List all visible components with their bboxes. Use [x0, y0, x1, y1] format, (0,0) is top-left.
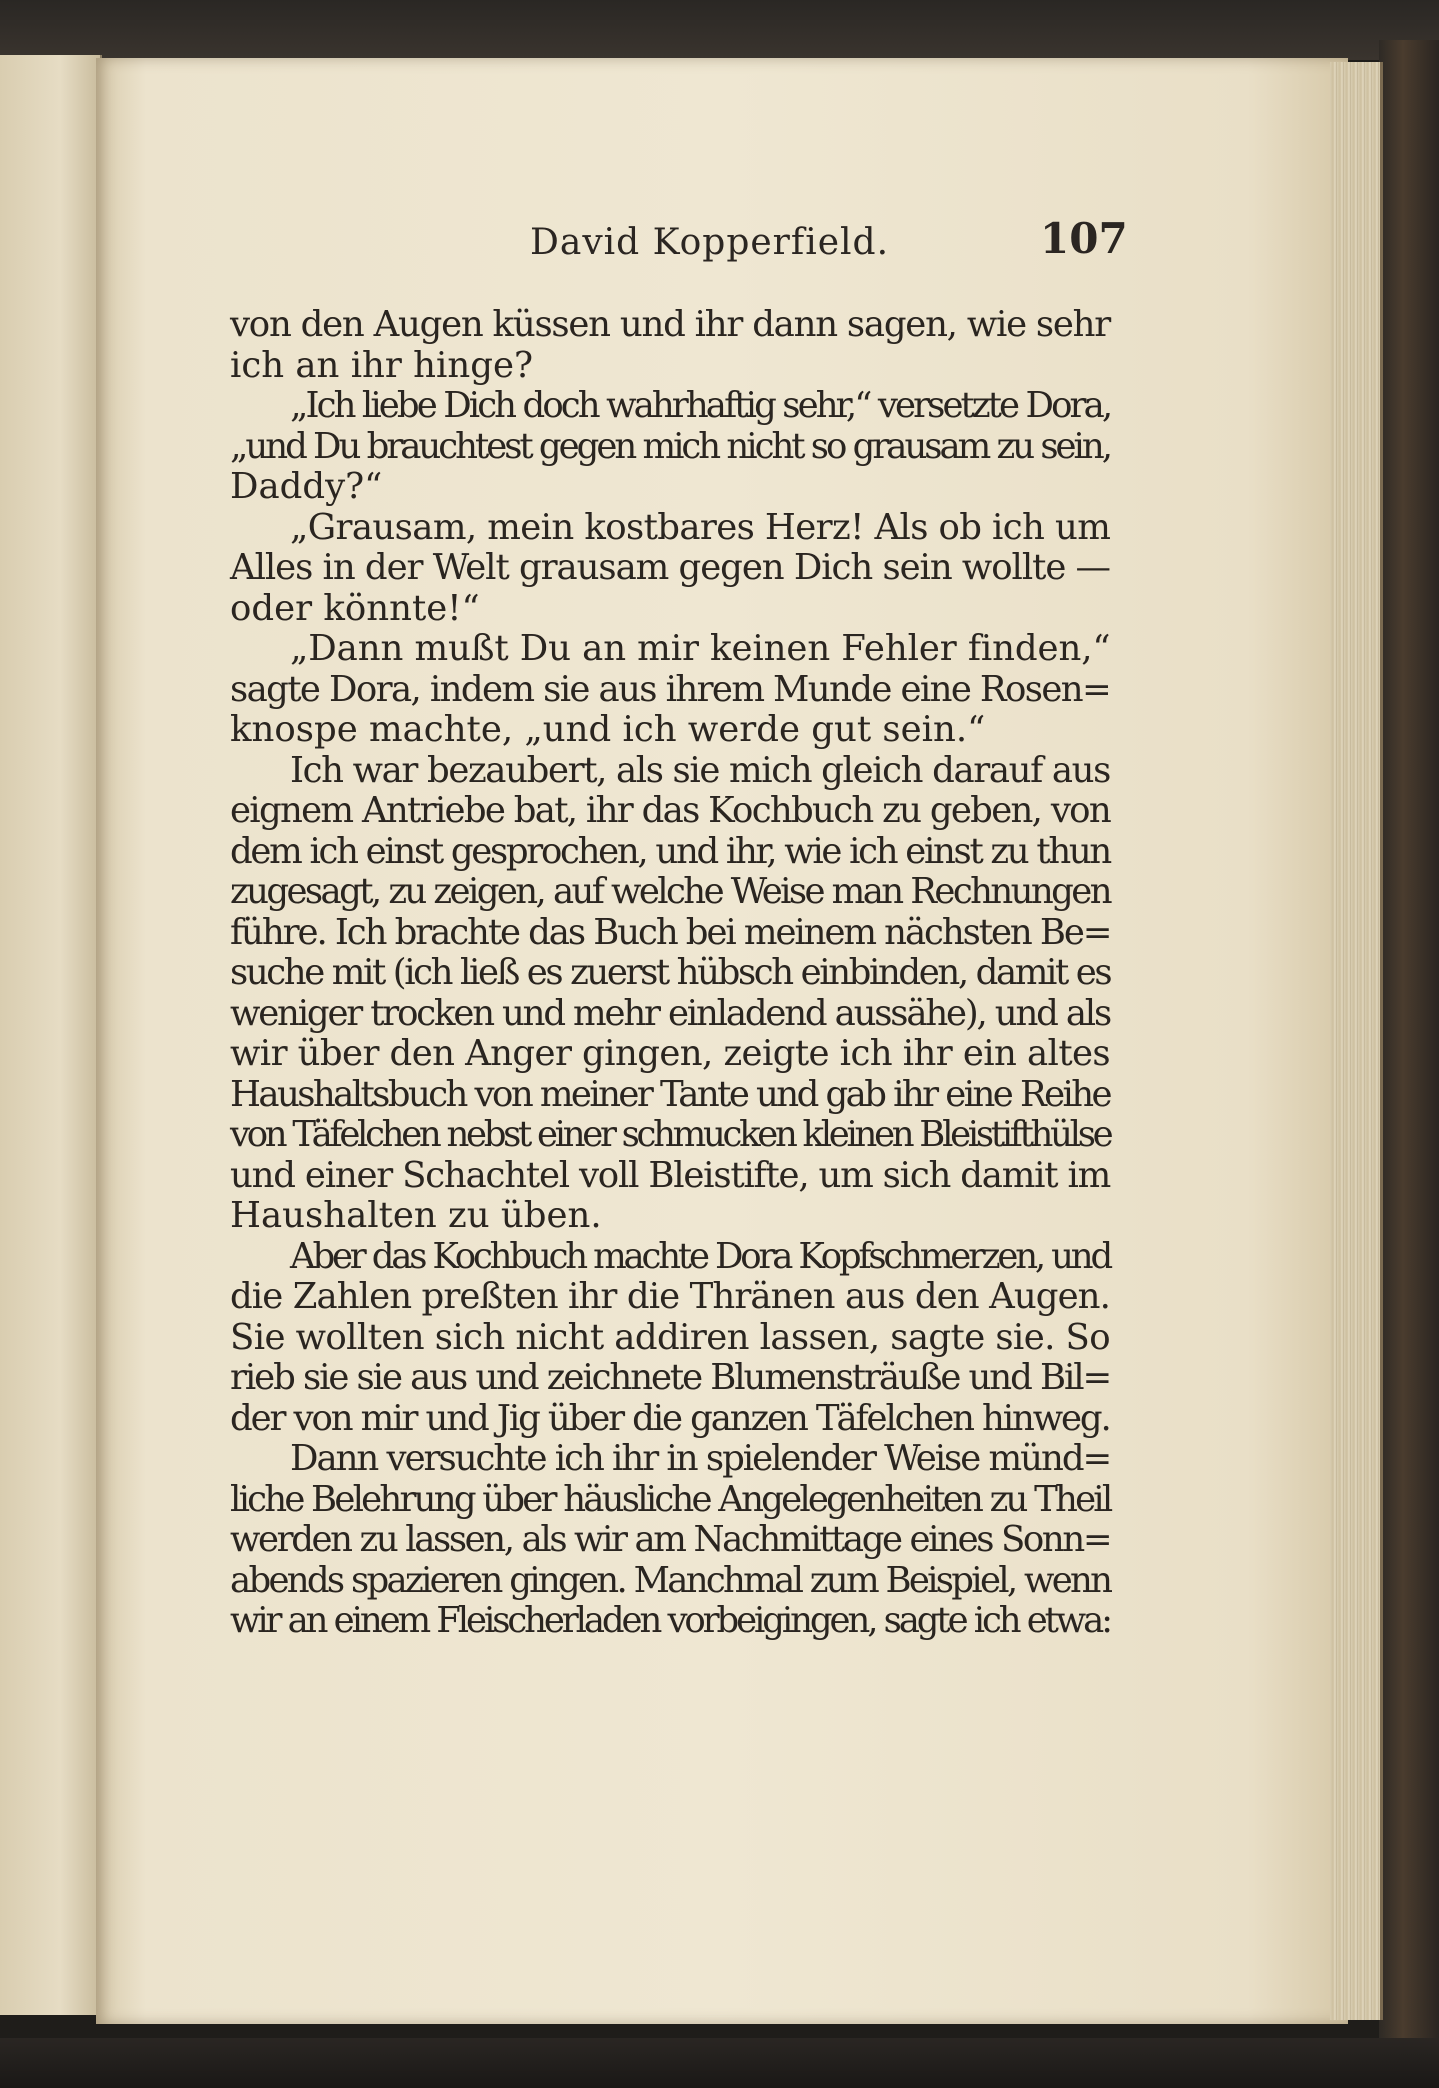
text-line: „Dann mußt Du an mir keinen Fehler finden,“	[290, 628, 1111, 669]
left-page-edge	[0, 55, 102, 2015]
text-line: „und Du brauchtest gegen mich nicht so grausam zu sein,	[230, 425, 1110, 467]
text-line: sagte Dora, indem sie aus ihrem Munde eine Rosen=	[230, 668, 1111, 710]
body-text	[230, 305, 1110, 1642]
text-line: wir an einem Fleischerladen vorbeigingen, sagte ich etwa:	[230, 1600, 1110, 1641]
text-line: Aber das Kochbuch machte Dora Kopfschmerzen, und	[290, 1235, 1110, 1277]
text-line: weniger trocken und mehr einladend aussähe), und als	[230, 992, 1111, 1034]
text-line: von Täfelchen nebst einer schmucken kleinen Bleistifthülse	[230, 1114, 1111, 1155]
text-line: Alles in der Welt grausam gegen Dich sein wollte —	[230, 547, 1110, 588]
text-line: knospe machte, „und ich werde gut sein.“	[230, 709, 986, 750]
text-line: wir über den Anger gingen, zeigte ich ihr ein altes	[230, 1033, 1111, 1074]
text-line: zugesagt, zu zeigen, auf welche Weise man Rechnungen	[230, 871, 1110, 912]
text-line: oder könnte!“	[230, 587, 480, 629]
page-number: 107	[1040, 214, 1128, 263]
text-line: liche Belehrung über häusliche Angelegenheiten zu Theil	[230, 1478, 1111, 1520]
running-title: David Kopperfield.	[530, 222, 890, 263]
text-line: eignem Antriebe bat, ihr das Kochbuch zu geben, von	[230, 790, 1110, 831]
text-line: rieb sie sie aus und zeichnete Blumensträuße und Bil=	[230, 1357, 1111, 1398]
text-line: die Zahlen preßten ihr die Thränen aus den Augen.	[230, 1276, 1110, 1317]
book-cover-top	[0, 0, 1439, 60]
text-line: Sie wollten sich nicht addiren lassen, sagte sie. So	[230, 1316, 1110, 1358]
text-line: dem ich einst gesprochen, und ihr, wie ich einst zu thun	[230, 830, 1110, 872]
text-line: Dann versuchte ich ihr in spielender Weise münd=	[290, 1438, 1111, 1479]
text-line: der von mir und Jig über die ganzen Täfelchen hinweg.	[230, 1397, 1110, 1439]
text-line: werden zu lassen, als wir am Nachmittage eines Sonn=	[230, 1519, 1111, 1560]
book-cover-bottom	[0, 2038, 1439, 2088]
text-line: Haushaltsbuch von meiner Tante und gab ihr eine Reihe	[230, 1073, 1110, 1115]
page-stack-edges	[1330, 62, 1383, 2020]
text-line: Ich war bezaubert, als sie mich gleich darauf aus	[290, 749, 1110, 791]
text-line: und einer Schachtel voll Bleistifte, um sich damit im	[230, 1154, 1111, 1196]
text-line: Haushalten zu üben.	[230, 1195, 602, 1236]
text-line: „Grausam, mein kostbares Herz! Als ob ich um	[290, 506, 1111, 548]
text-line: von den Augen küssen und ihr dann sagen, wie sehr	[230, 304, 1110, 345]
book-cover-right	[1379, 40, 1439, 2088]
text-line: „Ich liebe Dich doch wahrhaftig sehr,“ versetzte Dora,	[290, 385, 1111, 426]
text-line: ich an ihr hinge?	[230, 344, 534, 386]
text-line: Daddy?“	[230, 466, 383, 507]
text-line: führe. Ich brachte das Buch bei meinem nächsten Be=	[230, 911, 1111, 953]
text-line: suche mit (ich ließ es zuerst hübsch einbinden, damit es	[230, 952, 1111, 993]
text-line: abends spazieren gingen. Manchmal zum Beispiel, wenn	[230, 1559, 1111, 1601]
